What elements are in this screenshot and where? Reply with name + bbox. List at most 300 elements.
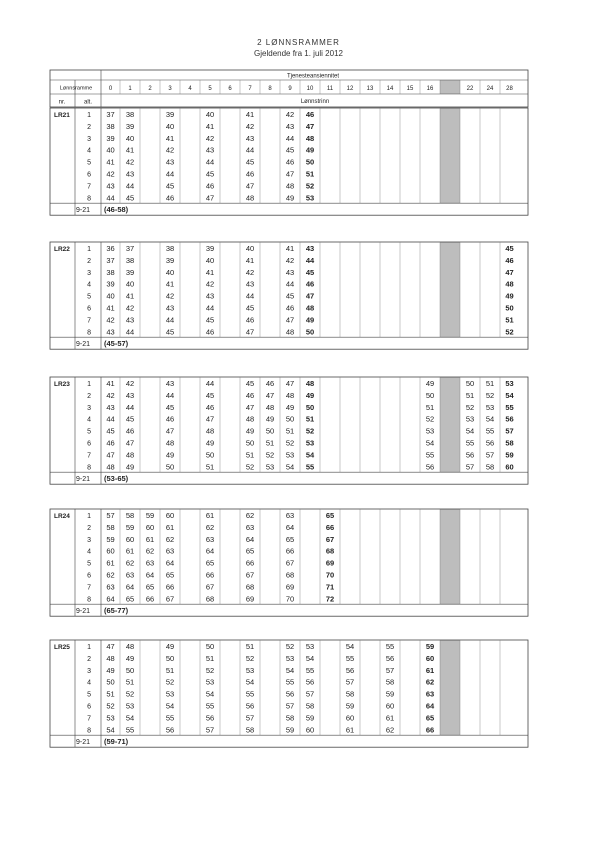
wage-step: 42 bbox=[285, 110, 295, 119]
wage-step: 57 bbox=[106, 511, 115, 520]
wage-step: 50 bbox=[245, 438, 255, 448]
frame-code: LR25 bbox=[54, 644, 70, 651]
wage-step: 38 bbox=[106, 121, 115, 131]
wage-step: 52 bbox=[465, 402, 475, 412]
wage-step: 71 bbox=[325, 582, 335, 592]
wage-step: 40 bbox=[125, 133, 135, 143]
wage-step: 50 bbox=[305, 402, 315, 412]
wage-step: 54 bbox=[285, 665, 295, 675]
wage-step: 39 bbox=[106, 279, 115, 289]
alt-number: 7 bbox=[87, 715, 91, 723]
wage-step: 37 bbox=[106, 255, 115, 265]
wage-step: 46 bbox=[125, 426, 135, 436]
wage-step: 43 bbox=[125, 315, 135, 325]
wage-step: 64 bbox=[425, 701, 435, 711]
wage-step: 45 bbox=[285, 145, 295, 155]
wage-step: 60 bbox=[106, 546, 115, 556]
wage-step: 62 bbox=[125, 558, 135, 568]
wage-step: 66 bbox=[205, 570, 215, 580]
wage-step: 42 bbox=[106, 390, 115, 400]
wage-step: 46 bbox=[205, 327, 215, 337]
wage-step: 60 bbox=[165, 511, 175, 520]
wage-step: 50 bbox=[125, 665, 135, 675]
wage-step: 45 bbox=[125, 193, 135, 203]
wage-step: 56 bbox=[205, 713, 215, 723]
wage-step: 42 bbox=[245, 267, 255, 277]
alt-number: 3 bbox=[87, 269, 91, 277]
wage-step: 48 bbox=[245, 193, 255, 203]
wage-step: 43 bbox=[165, 303, 175, 313]
wage-step: 57 bbox=[505, 426, 514, 436]
wage-step: 55 bbox=[205, 701, 215, 711]
wage-step: 42 bbox=[125, 379, 135, 388]
year-label: 4 bbox=[188, 86, 192, 92]
wage-step: 63 bbox=[106, 582, 115, 592]
wage-step: 45 bbox=[245, 157, 255, 167]
wage-step: 42 bbox=[285, 255, 295, 265]
wage-step: 62 bbox=[145, 546, 155, 556]
wage-step: 58 bbox=[245, 725, 255, 735]
wage-step: 43 bbox=[285, 267, 295, 277]
wage-step: 64 bbox=[165, 558, 175, 568]
wage-step: 43 bbox=[125, 390, 135, 400]
wage-step: 67 bbox=[325, 534, 335, 544]
wage-step: 54 bbox=[245, 677, 255, 687]
wage-step: 55 bbox=[465, 438, 475, 448]
wage-step: 63 bbox=[245, 522, 255, 532]
year-label: 15 bbox=[406, 86, 414, 92]
wage-step: 44 bbox=[305, 255, 315, 265]
wage-step: 43 bbox=[106, 181, 115, 191]
page-subtitle: Gjeldende fra 1. juli 2012 bbox=[254, 49, 343, 58]
wage-step: 57 bbox=[285, 701, 295, 711]
wage-step: 42 bbox=[106, 169, 115, 179]
wage-step: 48 bbox=[245, 414, 255, 424]
wage-step: 49 bbox=[165, 642, 175, 651]
wage-step: 49 bbox=[285, 402, 295, 412]
footer-range: (46-58) bbox=[104, 205, 129, 215]
wage-step: 44 bbox=[205, 157, 215, 167]
wage-step: 45 bbox=[205, 169, 215, 179]
wage-step: 51 bbox=[305, 414, 315, 424]
wage-step: 53 bbox=[125, 701, 135, 711]
wage-step: 52 bbox=[205, 665, 215, 675]
wage-step: 49 bbox=[305, 390, 315, 400]
wage-step: 39 bbox=[125, 267, 135, 277]
wage-step: 56 bbox=[485, 438, 495, 448]
wage-step: 59 bbox=[145, 511, 155, 520]
alt-number: 6 bbox=[87, 440, 91, 448]
wage-step: 51 bbox=[125, 677, 135, 687]
wage-step: 43 bbox=[205, 145, 215, 155]
wage-step: 62 bbox=[205, 522, 215, 532]
wage-step: 65 bbox=[325, 511, 335, 520]
wage-step: 51 bbox=[505, 315, 514, 325]
alt-number: 5 bbox=[87, 293, 91, 301]
wage-step: 39 bbox=[106, 133, 115, 143]
wage-step: 52 bbox=[305, 181, 315, 191]
alt-number: 1 bbox=[87, 246, 91, 253]
wage-step: 69 bbox=[325, 558, 335, 568]
wage-step: 41 bbox=[285, 244, 295, 253]
frame-code: LR21 bbox=[54, 112, 70, 119]
wage-step: 45 bbox=[165, 402, 175, 412]
alt-number: 3 bbox=[87, 404, 91, 412]
wage-step: 70 bbox=[285, 594, 295, 604]
wage-step: 44 bbox=[165, 315, 175, 325]
wage-step: 46 bbox=[245, 169, 255, 179]
wage-step: 42 bbox=[106, 315, 115, 325]
wage-step: 50 bbox=[205, 450, 215, 460]
wage-step: 41 bbox=[205, 121, 215, 131]
wage-step: 61 bbox=[145, 534, 155, 544]
wage-step: 49 bbox=[205, 438, 215, 448]
footer-alt: 9-21 bbox=[76, 608, 91, 616]
wage-step: 58 bbox=[485, 462, 495, 472]
wage-step: 49 bbox=[305, 315, 315, 325]
wage-step: 47 bbox=[505, 267, 514, 277]
wage-step: 46 bbox=[305, 110, 315, 119]
wage-step: 47 bbox=[305, 121, 315, 131]
wage-step: 46 bbox=[305, 279, 315, 289]
wage-step: 38 bbox=[165, 244, 175, 253]
wage-step: 45 bbox=[305, 267, 315, 277]
wage-step: 53 bbox=[285, 653, 295, 663]
wage-step: 66 bbox=[145, 594, 155, 604]
wage-step: 53 bbox=[106, 713, 115, 723]
wage-step: 51 bbox=[305, 169, 315, 179]
alt-number: 2 bbox=[87, 123, 91, 131]
wage-step: 48 bbox=[125, 642, 135, 651]
wage-step: 48 bbox=[106, 462, 115, 472]
wage-step: 46 bbox=[106, 438, 115, 448]
wage-step: 57 bbox=[345, 677, 355, 687]
shaded-column bbox=[440, 377, 460, 472]
alt-number: 4 bbox=[87, 147, 91, 155]
alt-number: 2 bbox=[87, 392, 91, 400]
wage-step: 47 bbox=[285, 379, 295, 388]
wage-step: 51 bbox=[465, 390, 475, 400]
wage-step: 51 bbox=[205, 653, 215, 663]
alt-header: alt. bbox=[83, 99, 93, 106]
wage-step: 55 bbox=[345, 653, 355, 663]
wage-step: 48 bbox=[205, 426, 215, 436]
wage-step: 47 bbox=[245, 327, 255, 337]
wage-step: 64 bbox=[125, 582, 135, 592]
wage-step: 50 bbox=[165, 462, 175, 472]
wage-step: 41 bbox=[106, 157, 115, 167]
year-label: 0 bbox=[108, 86, 113, 92]
wage-step: 48 bbox=[106, 653, 115, 663]
alt-number: 6 bbox=[87, 171, 91, 179]
alt-number: 8 bbox=[87, 195, 91, 203]
wage-step: 68 bbox=[205, 594, 215, 604]
wage-step: 43 bbox=[165, 157, 175, 167]
wage-step: 56 bbox=[505, 414, 514, 424]
wage-step: 46 bbox=[505, 255, 514, 265]
wage-step: 50 bbox=[205, 642, 215, 651]
wage-step: 65 bbox=[245, 546, 255, 556]
wage-step: 55 bbox=[245, 689, 255, 699]
alt-number: 4 bbox=[87, 416, 91, 424]
wage-step: 47 bbox=[285, 169, 295, 179]
wage-step: 46 bbox=[245, 390, 255, 400]
year-label: 12 bbox=[346, 86, 354, 92]
wage-step: 44 bbox=[205, 379, 215, 388]
wage-step: 53 bbox=[285, 450, 295, 460]
wage-step: 60 bbox=[385, 701, 395, 711]
wage-step: 42 bbox=[125, 303, 135, 313]
year-label: 28 bbox=[506, 86, 513, 92]
wage-step: 53 bbox=[465, 414, 475, 424]
wage-step: 48 bbox=[265, 402, 275, 412]
wage-step: 47 bbox=[165, 426, 175, 436]
wage-step: 54 bbox=[165, 701, 175, 711]
wage-step: 63 bbox=[205, 534, 215, 544]
wage-step: 63 bbox=[165, 546, 175, 556]
alt-number: 5 bbox=[87, 691, 91, 699]
wage-step: 45 bbox=[205, 315, 215, 325]
wage-step: 65 bbox=[145, 582, 155, 592]
wage-step: 53 bbox=[165, 689, 175, 699]
wage-step: 47 bbox=[106, 642, 115, 651]
wage-step: 52 bbox=[425, 414, 435, 424]
wage-step: 57 bbox=[205, 725, 215, 735]
wage-step: 53 bbox=[485, 402, 495, 412]
alt-number: 5 bbox=[87, 428, 91, 436]
wage-step: 39 bbox=[165, 255, 175, 265]
wage-step: 42 bbox=[245, 121, 255, 131]
wage-step: 53 bbox=[505, 379, 514, 388]
wage-step: 40 bbox=[106, 291, 115, 301]
wage-step: 44 bbox=[106, 414, 115, 424]
wage-step: 54 bbox=[505, 390, 514, 400]
wage-step: 52 bbox=[106, 701, 115, 711]
wage-step: 66 bbox=[165, 582, 175, 592]
wage-step: 58 bbox=[345, 689, 355, 699]
alt-number: 6 bbox=[87, 305, 91, 313]
frame-code: LR22 bbox=[54, 246, 70, 253]
wage-step: 46 bbox=[165, 414, 175, 424]
year-label: 2 bbox=[148, 86, 152, 92]
alt-number: 3 bbox=[87, 536, 91, 544]
wage-step: 51 bbox=[106, 689, 115, 699]
wage-step: 45 bbox=[165, 181, 175, 191]
wage-step: 41 bbox=[125, 291, 135, 301]
wage-step: 47 bbox=[245, 181, 255, 191]
wage-step: 53 bbox=[305, 193, 315, 203]
wage-step: 46 bbox=[205, 181, 215, 191]
wage-step: 70 bbox=[325, 570, 335, 580]
wage-step: 46 bbox=[265, 379, 275, 388]
alt-number: 5 bbox=[87, 159, 91, 167]
service-header: Tjenesteansiennitet bbox=[286, 73, 340, 80]
alt-number: 3 bbox=[87, 135, 91, 143]
wage-step: 62 bbox=[245, 511, 255, 520]
wage-step: 57 bbox=[385, 665, 395, 675]
wage-step: 43 bbox=[106, 327, 115, 337]
wage-step: 51 bbox=[245, 450, 255, 460]
wage-step: 48 bbox=[125, 450, 135, 460]
wage-step: 50 bbox=[285, 414, 295, 424]
wage-step: 41 bbox=[245, 255, 255, 265]
footer-alt: 9-21 bbox=[76, 739, 91, 747]
wage-step: 42 bbox=[205, 279, 215, 289]
wage-step: 54 bbox=[106, 725, 115, 735]
wage-step: 44 bbox=[125, 402, 135, 412]
wage-step: 42 bbox=[125, 157, 135, 167]
wage-step: 65 bbox=[205, 558, 215, 568]
wage-step: 55 bbox=[385, 642, 395, 651]
wage-step: 50 bbox=[165, 653, 175, 663]
wage-step: 63 bbox=[425, 689, 435, 699]
wage-step: 41 bbox=[106, 379, 115, 388]
wage-step: 69 bbox=[285, 582, 295, 592]
wage-step: 52 bbox=[505, 327, 514, 337]
footer-alt: 9-21 bbox=[76, 341, 91, 349]
wage-step: 59 bbox=[125, 522, 135, 532]
wage-step: 64 bbox=[205, 546, 215, 556]
wage-step: 43 bbox=[125, 169, 135, 179]
wage-step: 47 bbox=[245, 402, 255, 412]
wage-step: 47 bbox=[265, 390, 275, 400]
wage-step: 45 bbox=[285, 291, 295, 301]
wage-step: 64 bbox=[145, 570, 155, 580]
wage-step: 56 bbox=[165, 725, 175, 735]
wage-step: 56 bbox=[285, 689, 295, 699]
wage-step: 57 bbox=[465, 462, 475, 472]
wage-step: 53 bbox=[245, 665, 255, 675]
year-label: 14 bbox=[386, 86, 394, 92]
wage-step: 44 bbox=[125, 327, 135, 337]
frame-code: LR23 bbox=[54, 381, 70, 388]
wage-step: 37 bbox=[106, 110, 115, 119]
nr-header: nr. bbox=[58, 99, 66, 106]
wage-step: 55 bbox=[125, 725, 135, 735]
wage-step: 53 bbox=[205, 677, 215, 687]
alt-number: 7 bbox=[87, 584, 91, 592]
year-label: 16 bbox=[426, 86, 434, 92]
wage-step: 46 bbox=[245, 315, 255, 325]
wage-step: 58 bbox=[505, 438, 514, 448]
alt-number: 7 bbox=[87, 317, 91, 325]
wage-step: 39 bbox=[165, 110, 175, 119]
wage-step: 58 bbox=[305, 701, 315, 711]
wage-step: 46 bbox=[285, 157, 295, 167]
wage-step: 45 bbox=[125, 414, 135, 424]
wage-step: 41 bbox=[165, 279, 175, 289]
wage-step: 61 bbox=[205, 511, 215, 520]
wage-step: 44 bbox=[205, 303, 215, 313]
alt-number: 1 bbox=[87, 513, 91, 520]
alt-number: 4 bbox=[87, 548, 91, 556]
wage-step: 62 bbox=[165, 534, 175, 544]
wage-step: 47 bbox=[205, 193, 215, 203]
wage-step: 47 bbox=[106, 450, 115, 460]
wage-step: 67 bbox=[285, 558, 295, 568]
wage-step: 53 bbox=[305, 642, 315, 651]
wage-step: 47 bbox=[285, 315, 295, 325]
wage-step: 63 bbox=[125, 570, 135, 580]
wage-step: 42 bbox=[205, 133, 215, 143]
wage-step: 58 bbox=[106, 522, 115, 532]
alt-number: 5 bbox=[87, 560, 91, 568]
shaded-column bbox=[440, 640, 460, 735]
wage-step: 54 bbox=[305, 653, 315, 663]
wage-step: 62 bbox=[106, 570, 115, 580]
wage-step: 43 bbox=[165, 379, 175, 388]
wage-header: Lønnstrinn bbox=[300, 99, 330, 105]
wage-step: 55 bbox=[305, 665, 315, 675]
wage-step: 68 bbox=[245, 582, 255, 592]
wage-step: 56 bbox=[385, 653, 395, 663]
wage-step: 72 bbox=[325, 594, 335, 604]
wage-step: 54 bbox=[285, 462, 295, 472]
wage-step: 38 bbox=[125, 255, 135, 265]
shaded-column bbox=[440, 108, 460, 203]
wage-step: 52 bbox=[305, 426, 315, 436]
wage-step: 53 bbox=[425, 426, 435, 436]
wage-step: 61 bbox=[345, 725, 355, 735]
wage-step: 66 bbox=[425, 725, 435, 735]
wage-step: 54 bbox=[465, 426, 475, 436]
wage-step: 69 bbox=[245, 594, 255, 604]
shaded-column bbox=[440, 509, 460, 604]
wage-step: 55 bbox=[285, 677, 295, 687]
wage-step: 66 bbox=[325, 522, 335, 532]
footer-alt: 9-21 bbox=[76, 476, 91, 484]
wage-step: 47 bbox=[205, 414, 215, 424]
footer-alt: 9-21 bbox=[76, 207, 91, 215]
wage-step: 60 bbox=[345, 713, 355, 723]
wage-step: 38 bbox=[106, 267, 115, 277]
wage-step: 58 bbox=[385, 677, 395, 687]
wage-step: 41 bbox=[205, 267, 215, 277]
wage-step: 54 bbox=[305, 450, 315, 460]
wage-step: 42 bbox=[165, 145, 175, 155]
wage-step: 65 bbox=[285, 534, 295, 544]
wage-step: 49 bbox=[265, 414, 275, 424]
wage-step: 44 bbox=[165, 390, 175, 400]
alt-number: 2 bbox=[87, 524, 91, 532]
wage-step: 52 bbox=[245, 462, 255, 472]
wage-step: 43 bbox=[205, 291, 215, 301]
wage-step: 43 bbox=[245, 133, 255, 143]
year-label: 13 bbox=[366, 86, 374, 92]
wage-step: 59 bbox=[425, 642, 435, 651]
wage-step: 62 bbox=[385, 725, 395, 735]
wage-step: 40 bbox=[245, 244, 255, 253]
wage-step: 65 bbox=[425, 713, 435, 723]
wage-step: 58 bbox=[285, 713, 295, 723]
wage-step: 49 bbox=[125, 462, 135, 472]
wage-step: 52 bbox=[285, 642, 295, 651]
alt-number: 8 bbox=[87, 596, 91, 604]
wage-step: 45 bbox=[505, 244, 514, 253]
wage-step: 40 bbox=[205, 255, 215, 265]
alt-number: 1 bbox=[87, 112, 91, 119]
wage-step: 60 bbox=[125, 534, 135, 544]
wage-step: 40 bbox=[205, 110, 215, 119]
alt-number: 8 bbox=[87, 329, 91, 337]
wage-step: 44 bbox=[245, 145, 255, 155]
wage-step: 50 bbox=[465, 379, 475, 388]
footer-range: (45-57) bbox=[104, 339, 129, 349]
wage-step: 50 bbox=[505, 303, 514, 313]
wage-step: 39 bbox=[125, 121, 135, 131]
wage-step: 54 bbox=[425, 438, 435, 448]
wage-step: 64 bbox=[285, 522, 295, 532]
